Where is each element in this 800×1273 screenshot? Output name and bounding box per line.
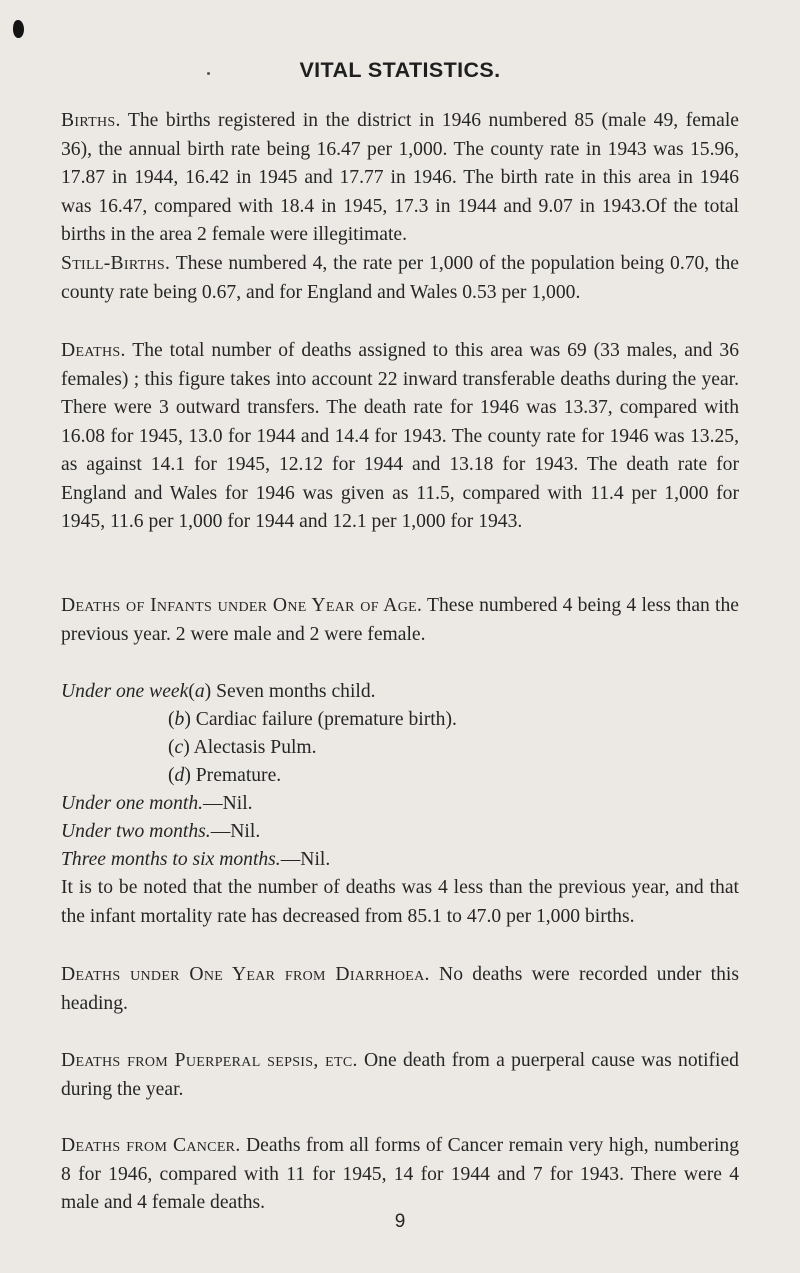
cancer-heading: Deaths from Cancer. [61, 1135, 241, 1156]
cancer-text: Deaths from all forms of Cancer remain very high, numbering 8 for 1946, compared with 11 for 1945, 14 for 1944 and 7 for 1943. There were 4 male and 4 female deaths. [61, 1135, 739, 1213]
births-paragraph [61, 107, 739, 250]
stray-dot [207, 72, 210, 75]
deaths-text: The total number of deaths assigned to this area was 69 (33 males, and 36 females) ; this figure takes into account 22 inward transferable deaths during the year. There were 3 outward transfers. The death rate for 1946 was 13.37, compared with 16.08 for 1945, 13.0 for 1944 and 14.4 for 1943. The county rate for 1946 was 13.25, as against 14.1 for 1945, 12.12 for 1944 and 13.18 for 1943. The death rate for England and Wales for 1946 was given as 11.5, compared with 11.4 per 1,000 for 1945, 11.6 per 1,000 for 1944 and 12.1 per 1,000 for 1943. [61, 340, 739, 532]
cause-a-line: Under one week(a) Seven months child. [61, 681, 376, 702]
under-one-month-line [61, 790, 253, 819]
infant-deaths-heading: Deaths of Infants under One Year of Age. [61, 595, 423, 616]
deaths-heading: Deaths. [61, 340, 126, 361]
cause-letter-b: b [174, 709, 185, 730]
cause-letter-a: a [194, 681, 205, 702]
puerperal-heading: Deaths from Puerperal sepsis, etc. [61, 1050, 358, 1071]
under-one-month-label: Under one month. [61, 793, 204, 814]
births-heading: Births. [61, 110, 121, 131]
three-to-six-label: Three months to six months. [61, 849, 281, 870]
cause-c-text: Alectasis Pulm. [193, 737, 317, 758]
diarrhoea-paragraph [61, 961, 739, 1018]
infant-deaths-paragraph [61, 592, 739, 649]
ink-blot [13, 20, 24, 38]
still-births-text: These numbered 4, the rate per 1,000 of the population being 0.70, the county rate being 0.67, and for England and Wales 0.53 per 1,000. [61, 253, 740, 303]
births-text: The births registered in the district in 1946 numbered 85 (male 49, female 36), the annual birth rate being 16.47 per 1,000. The county rate in 1943 was 15.96, 17.87 in 1944, 16.42 in 1945 and 17.77 in 1946. The birth rate in this area in 1946 was 16.47, compared with 18.4 in 1945, 17.3 in 1944 and 9.07 in 1943.Of the total births in the area 2 female were illegitimate. [61, 110, 739, 245]
cause-d-text: Premature. [195, 765, 282, 786]
cause-c-line: (c) Alectasis Pulm. [168, 737, 317, 758]
still-births-heading: Still-Births. [61, 253, 171, 274]
infant-mortality-note: It is to be noted that the number of deaths was 4 less than the previous year, and that the infant mortality rate has decreased from 85.1 to 47.0 per 1,000 births. [61, 877, 739, 927]
diarrhoea-heading: Deaths under One Year from Diarrhoea. [61, 964, 430, 985]
deaths-paragraph [61, 337, 739, 537]
cause-b-text: Cardiac failure (premature birth). [195, 709, 457, 730]
page-title: VITAL STATISTICS. [299, 58, 501, 82]
cause-d-line: (d) Premature. [168, 765, 282, 786]
puerperal-text: One death from a puerperal cause was notified during the year. [61, 1050, 739, 1100]
infant-deaths-text: These numbered 4 being 4 less than the previous year. 2 were male and 2 were female. [61, 595, 739, 645]
still-births-paragraph [61, 250, 739, 307]
under-two-months-line [61, 818, 260, 847]
cancer-paragraph [61, 1132, 739, 1218]
cause-b-line: (b) Cardiac failure (premature birth). [168, 709, 457, 730]
cause-letter-d: d [174, 765, 185, 786]
cause-letter-c: c [174, 737, 184, 758]
under-two-months-value: —Nil. [210, 821, 261, 842]
three-to-six-months-line [61, 846, 330, 875]
under-two-months-label: Under two months. [61, 821, 211, 842]
cause-a-text: Seven months child. [216, 681, 376, 702]
three-to-six-value: —Nil. [280, 849, 331, 870]
page-number: 9 [394, 1211, 406, 1232]
under-one-week-label: Under one week [61, 681, 189, 702]
puerperal-paragraph [61, 1047, 739, 1104]
under-one-month-value: —Nil. [203, 793, 253, 814]
diarrhoea-text: No deaths were recorded under this heading. [61, 964, 739, 1014]
